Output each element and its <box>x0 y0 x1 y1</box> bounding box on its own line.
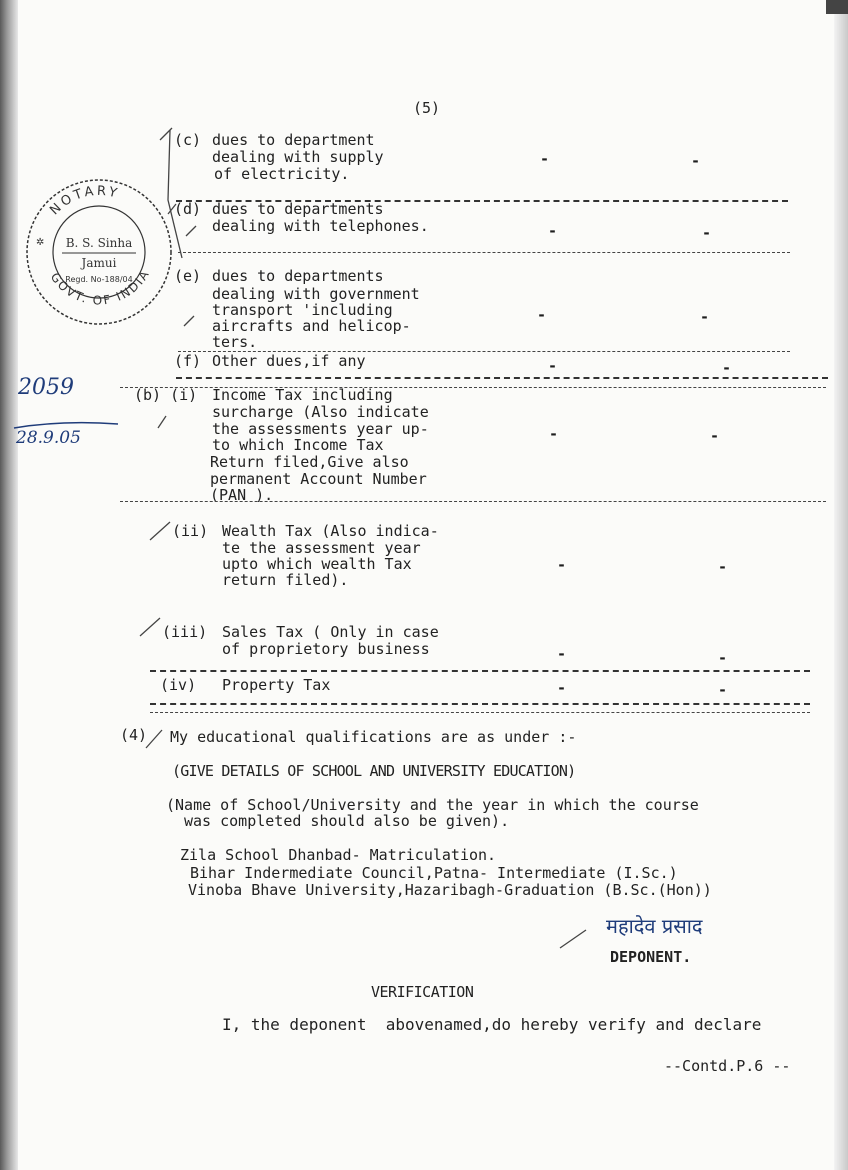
education-entry-3: Vinoba Bhave University,Hazaribagh-Graduation (B.Sc.(Hon)) <box>188 881 712 899</box>
tax-ii-line2: te the assessment year <box>222 539 421 557</box>
dues-f-line1: Other dues,if any <box>212 352 366 370</box>
tax-i-col2: - <box>710 427 720 445</box>
dues-e-col2: - <box>700 308 710 326</box>
tax-iv-line1: Property Tax <box>222 676 331 694</box>
tax-iii-line1: Sales Tax ( Only in case <box>222 623 439 641</box>
dues-d-col1: - <box>548 222 558 240</box>
stamp-name: B. S. Sinha <box>65 236 133 250</box>
dues-d-line2: dealing with telephones. <box>212 217 429 235</box>
page-number: (5) <box>413 99 441 117</box>
tax-ii-line3: upto which wealth Tax <box>222 555 412 573</box>
tax-iv-col2: - <box>718 681 728 699</box>
tax-iii-line2: of proprietory business <box>222 640 430 658</box>
dues-c-line2: dealing with supply <box>212 148 384 166</box>
tax-iv-col1: - <box>557 679 567 697</box>
tax-ii-line4: return filed). <box>222 571 349 589</box>
tax-i-line2: surcharge (Also indicate <box>212 403 429 421</box>
dues-d-line1: dues to departments <box>212 200 384 218</box>
dues-c-label: (c) <box>174 131 202 149</box>
continued-note: --Contd.P.6 -- <box>664 1057 791 1075</box>
dues-e-line5: ters. <box>212 333 258 351</box>
tax-iii-label: (iii) <box>162 623 208 641</box>
tax-i-line6: permanent Account Number <box>210 470 427 488</box>
tax-i-label: (b) (i) <box>134 386 198 404</box>
tax-i-line7: (PAN ). <box>210 486 274 504</box>
dues-d-label: (d) <box>174 200 202 218</box>
margin-note-date: 28.9.05 <box>16 428 81 448</box>
dues-c-col2: - <box>691 152 701 170</box>
star-icon: ✲ <box>36 237 45 248</box>
stamp-bottom: GOVT. OF INDIA <box>47 266 153 308</box>
dues-c-col1: - <box>540 150 550 168</box>
dues-e-line3: transport 'including <box>212 301 393 319</box>
tax-ii-col1: - <box>557 556 567 574</box>
tax-i-line1: Income Tax including <box>212 386 393 404</box>
education-heading: My educational qualifications are as under :- <box>170 728 577 746</box>
dues-c-line3: of electricity. <box>214 165 350 183</box>
dues-f-col1: - <box>548 357 558 375</box>
education-instruction: (GIVE DETAILS OF SCHOOL AND UNIVERSITY EDUCATION) <box>172 762 576 780</box>
education-entry-1: Zila School Dhanbad- Matriculation. <box>180 846 497 864</box>
dues-f-label: (f) <box>174 352 202 370</box>
education-note-2: was completed should also be given). <box>184 812 510 830</box>
tax-ii-label: (ii) <box>172 522 209 540</box>
verification-text: I, the deponent abovenamed,do hereby verify and declare <box>222 1015 762 1034</box>
tax-ii-line1: Wealth Tax (Also indica- <box>222 522 439 540</box>
dues-e-label: (e) <box>174 267 202 285</box>
deponent-signature: महादेव प्रसाद <box>606 914 703 938</box>
dues-e-line1: dues to departments <box>212 267 384 285</box>
dues-e-col1: - <box>537 306 547 324</box>
education-entry-2: Bihar Indermediate Council,Patna- Intermediate (I.Sc.) <box>190 864 678 882</box>
tax-i-col1: - <box>549 425 559 443</box>
deponent-label: DEPONENT. <box>610 948 692 966</box>
tax-iii-col1: - <box>557 645 567 663</box>
tax-i-line3: the assessments year up- <box>212 420 429 438</box>
stamp-reg: Regd. No-188/04 <box>65 275 133 284</box>
tax-i-line4: to which Income Tax <box>212 436 384 454</box>
dues-f-col2: - <box>722 359 732 377</box>
education-number: (4) <box>120 726 148 744</box>
tax-iv-label: (iv) <box>160 676 197 694</box>
margin-note-number: 2059 <box>18 375 74 400</box>
stamp-title: NOTARY <box>47 183 122 219</box>
dues-e-line4: aircrafts and helicop- <box>212 317 411 335</box>
tax-i-line5: Return filed,Give also <box>210 453 409 471</box>
tax-ii-col2: - <box>718 558 728 576</box>
dues-c-line1: dues to department <box>212 131 375 149</box>
dues-d-col2: - <box>702 224 712 242</box>
verification-title: VERIFICATION <box>371 983 474 1001</box>
stamp-place: Jamui <box>81 256 117 270</box>
tax-iii-col2: - <box>718 649 728 667</box>
dues-e-line2: dealing with government <box>212 285 420 303</box>
education-note-1: (Name of School/University and the year in which the course <box>166 796 699 814</box>
